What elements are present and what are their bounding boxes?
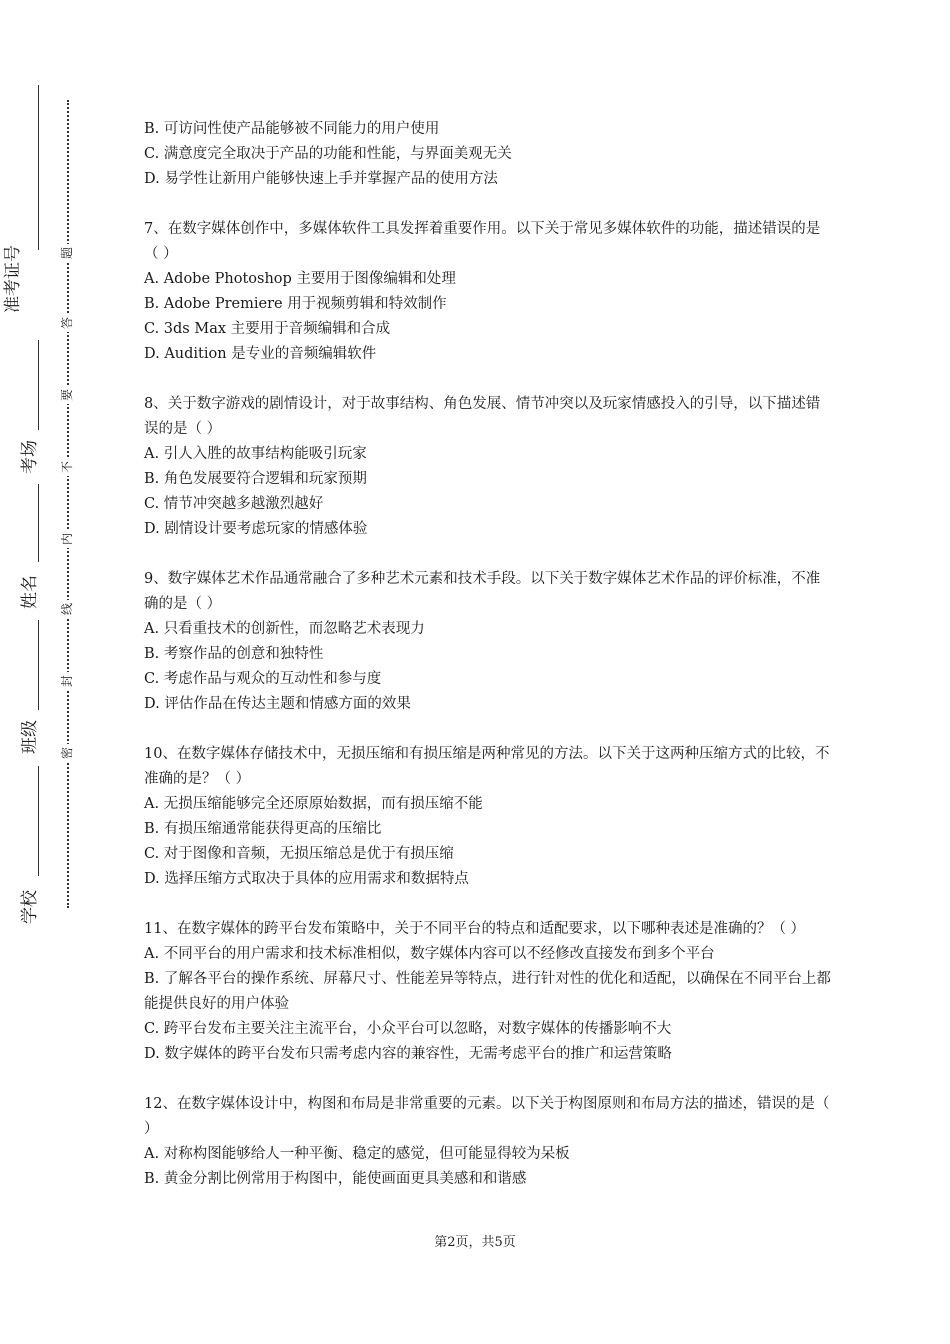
- seal-char-nei: 内: [58, 530, 76, 548]
- option-b: B. 有损压缩通常能获得更高的压缩比: [144, 821, 382, 837]
- blank-line-class: [38, 620, 39, 710]
- seal-char-xian: 线: [58, 600, 76, 618]
- option-b: B. 角色发展要符合逻辑和玩家预期: [144, 471, 367, 487]
- question-title: 12、在数字媒体设计中，构图和布局是非常重要的元素。以下关于构图原则和布局方法的描述，错误的是（ ）: [144, 1096, 830, 1137]
- blank-line-exam-room: [38, 340, 39, 430]
- option-c: C. 对于图像和音频，无损压缩总是优于有损压缩: [144, 846, 454, 862]
- page-number: 第2页，共5页: [434, 1235, 516, 1250]
- seal-dotted-line: [67, 100, 69, 908]
- label-name: 姓名: [20, 575, 40, 609]
- label-school: 学校: [20, 890, 40, 924]
- option-a: A. 引人入胜的故事结构能吸引玩家: [144, 446, 367, 462]
- option-c: C. 情节冲突越多越激烈越好: [144, 496, 324, 512]
- option-b: B. 考察作品的创意和独特性: [144, 646, 324, 662]
- question-title: 9、数字媒体艺术作品通常融合了多种艺术元素和技术手段。以下关于数字媒体艺术作品的评价标准，不准确的是（ ）: [144, 571, 821, 612]
- option-a: A. 不同平台的用户需求和技术标准相似，数字媒体内容可以不经修改直接发布到多个平台: [144, 946, 715, 962]
- blank-line-exam-number: [38, 85, 39, 250]
- option-d: D. 数字媒体的跨平台发布只需考虑内容的兼容性，无需考虑平台的推广和运营策略: [144, 1046, 672, 1062]
- option-d: D. Audition 是专业的音频编辑软件: [144, 346, 377, 362]
- question-title: 10、在数字媒体存储技术中，无损压缩和有损压缩是两种常见的方法。以下关于这两种压缩方式的比较，不准确的是？（ ）: [144, 746, 830, 787]
- seal-char-feng: 封: [58, 672, 76, 690]
- question-title: 8、关于数字游戏的剧情设计，对于故事结构、角色发展、情节冲突以及玩家情感投入的引导，以下描述错误的是（ ）: [144, 396, 821, 437]
- seal-char-da: 答: [58, 314, 76, 332]
- question-8: [144, 392, 834, 542]
- exam-content: [144, 117, 834, 1192]
- option-b: B. 黄金分割比例常用于构图中，能使画面更具美感和和谐感: [144, 1171, 527, 1187]
- option-c: C. 满意度完全取决于产品的功能和性能，与界面美观无关: [144, 146, 512, 162]
- option-d: D. 剧情设计要考虑玩家的情感体验: [144, 521, 368, 537]
- question-title: 11、在数字媒体的跨平台发布策略中，关于不同平台的特点和适配要求，以下哪种表述是准确的？（ ）: [144, 921, 806, 937]
- option-a: A. 无损压缩能够完全还原原始数据，而有损压缩不能: [144, 796, 483, 812]
- option-a: A. 对称构图能够给人一种平衡、稳定的感觉，但可能显得较为呆板: [144, 1146, 570, 1162]
- option-b: B. 了解各平台的操作系统、屏幕尺寸、性能差异等特点，进行针对性的优化和适配，以确保在不同平台上都能提供良好的用户体验: [144, 971, 831, 1012]
- question-12: [144, 1092, 834, 1192]
- option-c: C. 3ds Max 主要用于音频编辑和合成: [144, 321, 391, 337]
- seal-char-yao: 要: [58, 386, 76, 404]
- question-11: [144, 917, 834, 1067]
- binding-margin: [0, 0, 120, 1344]
- question-7: [144, 217, 834, 367]
- blank-line-name: [38, 484, 39, 562]
- option-b: B. Adobe Premiere 用于视频剪辑和特效制作: [144, 296, 447, 312]
- question-10: [144, 742, 834, 892]
- option-c: C. 跨平台发布主要关注主流平台，小众平台可以忽略，对数字媒体的传播影响不大: [144, 1021, 672, 1037]
- label-class: 班级: [20, 720, 40, 754]
- option-d: D. 评估作品在传达主题和情感方面的效果: [144, 696, 411, 712]
- seal-char-ti: 题: [58, 244, 76, 262]
- option-a: A. Adobe Photoshop 主要用于图像编辑和处理: [144, 271, 456, 287]
- question-9: [144, 567, 834, 717]
- option-d: D. 易学性让新用户能够快速上手并掌握产品的使用方法: [144, 171, 498, 187]
- question-title: 7、在数字媒体创作中，多媒体软件工具发挥着重要作用。以下关于常见多媒体软件的功能，描述错误的是（ ）: [144, 221, 821, 262]
- option-b: B. 可访问性使产品能够被不同能力的用户使用: [144, 121, 440, 137]
- blank-line-school: [38, 766, 39, 876]
- seal-char-mi: 密: [58, 744, 76, 762]
- option-d: D. 选择压缩方式取决于具体的应用需求和数据特点: [144, 871, 469, 887]
- seal-char-bu: 不: [58, 458, 76, 476]
- label-exam-number: 准考证号: [3, 245, 23, 313]
- option-a: A. 只看重技术的创新性，而忽略艺术表现力: [144, 621, 425, 637]
- label-exam-room: 考场: [20, 440, 40, 474]
- option-c: C. 考虑作品与观众的互动性和参与度: [144, 671, 382, 687]
